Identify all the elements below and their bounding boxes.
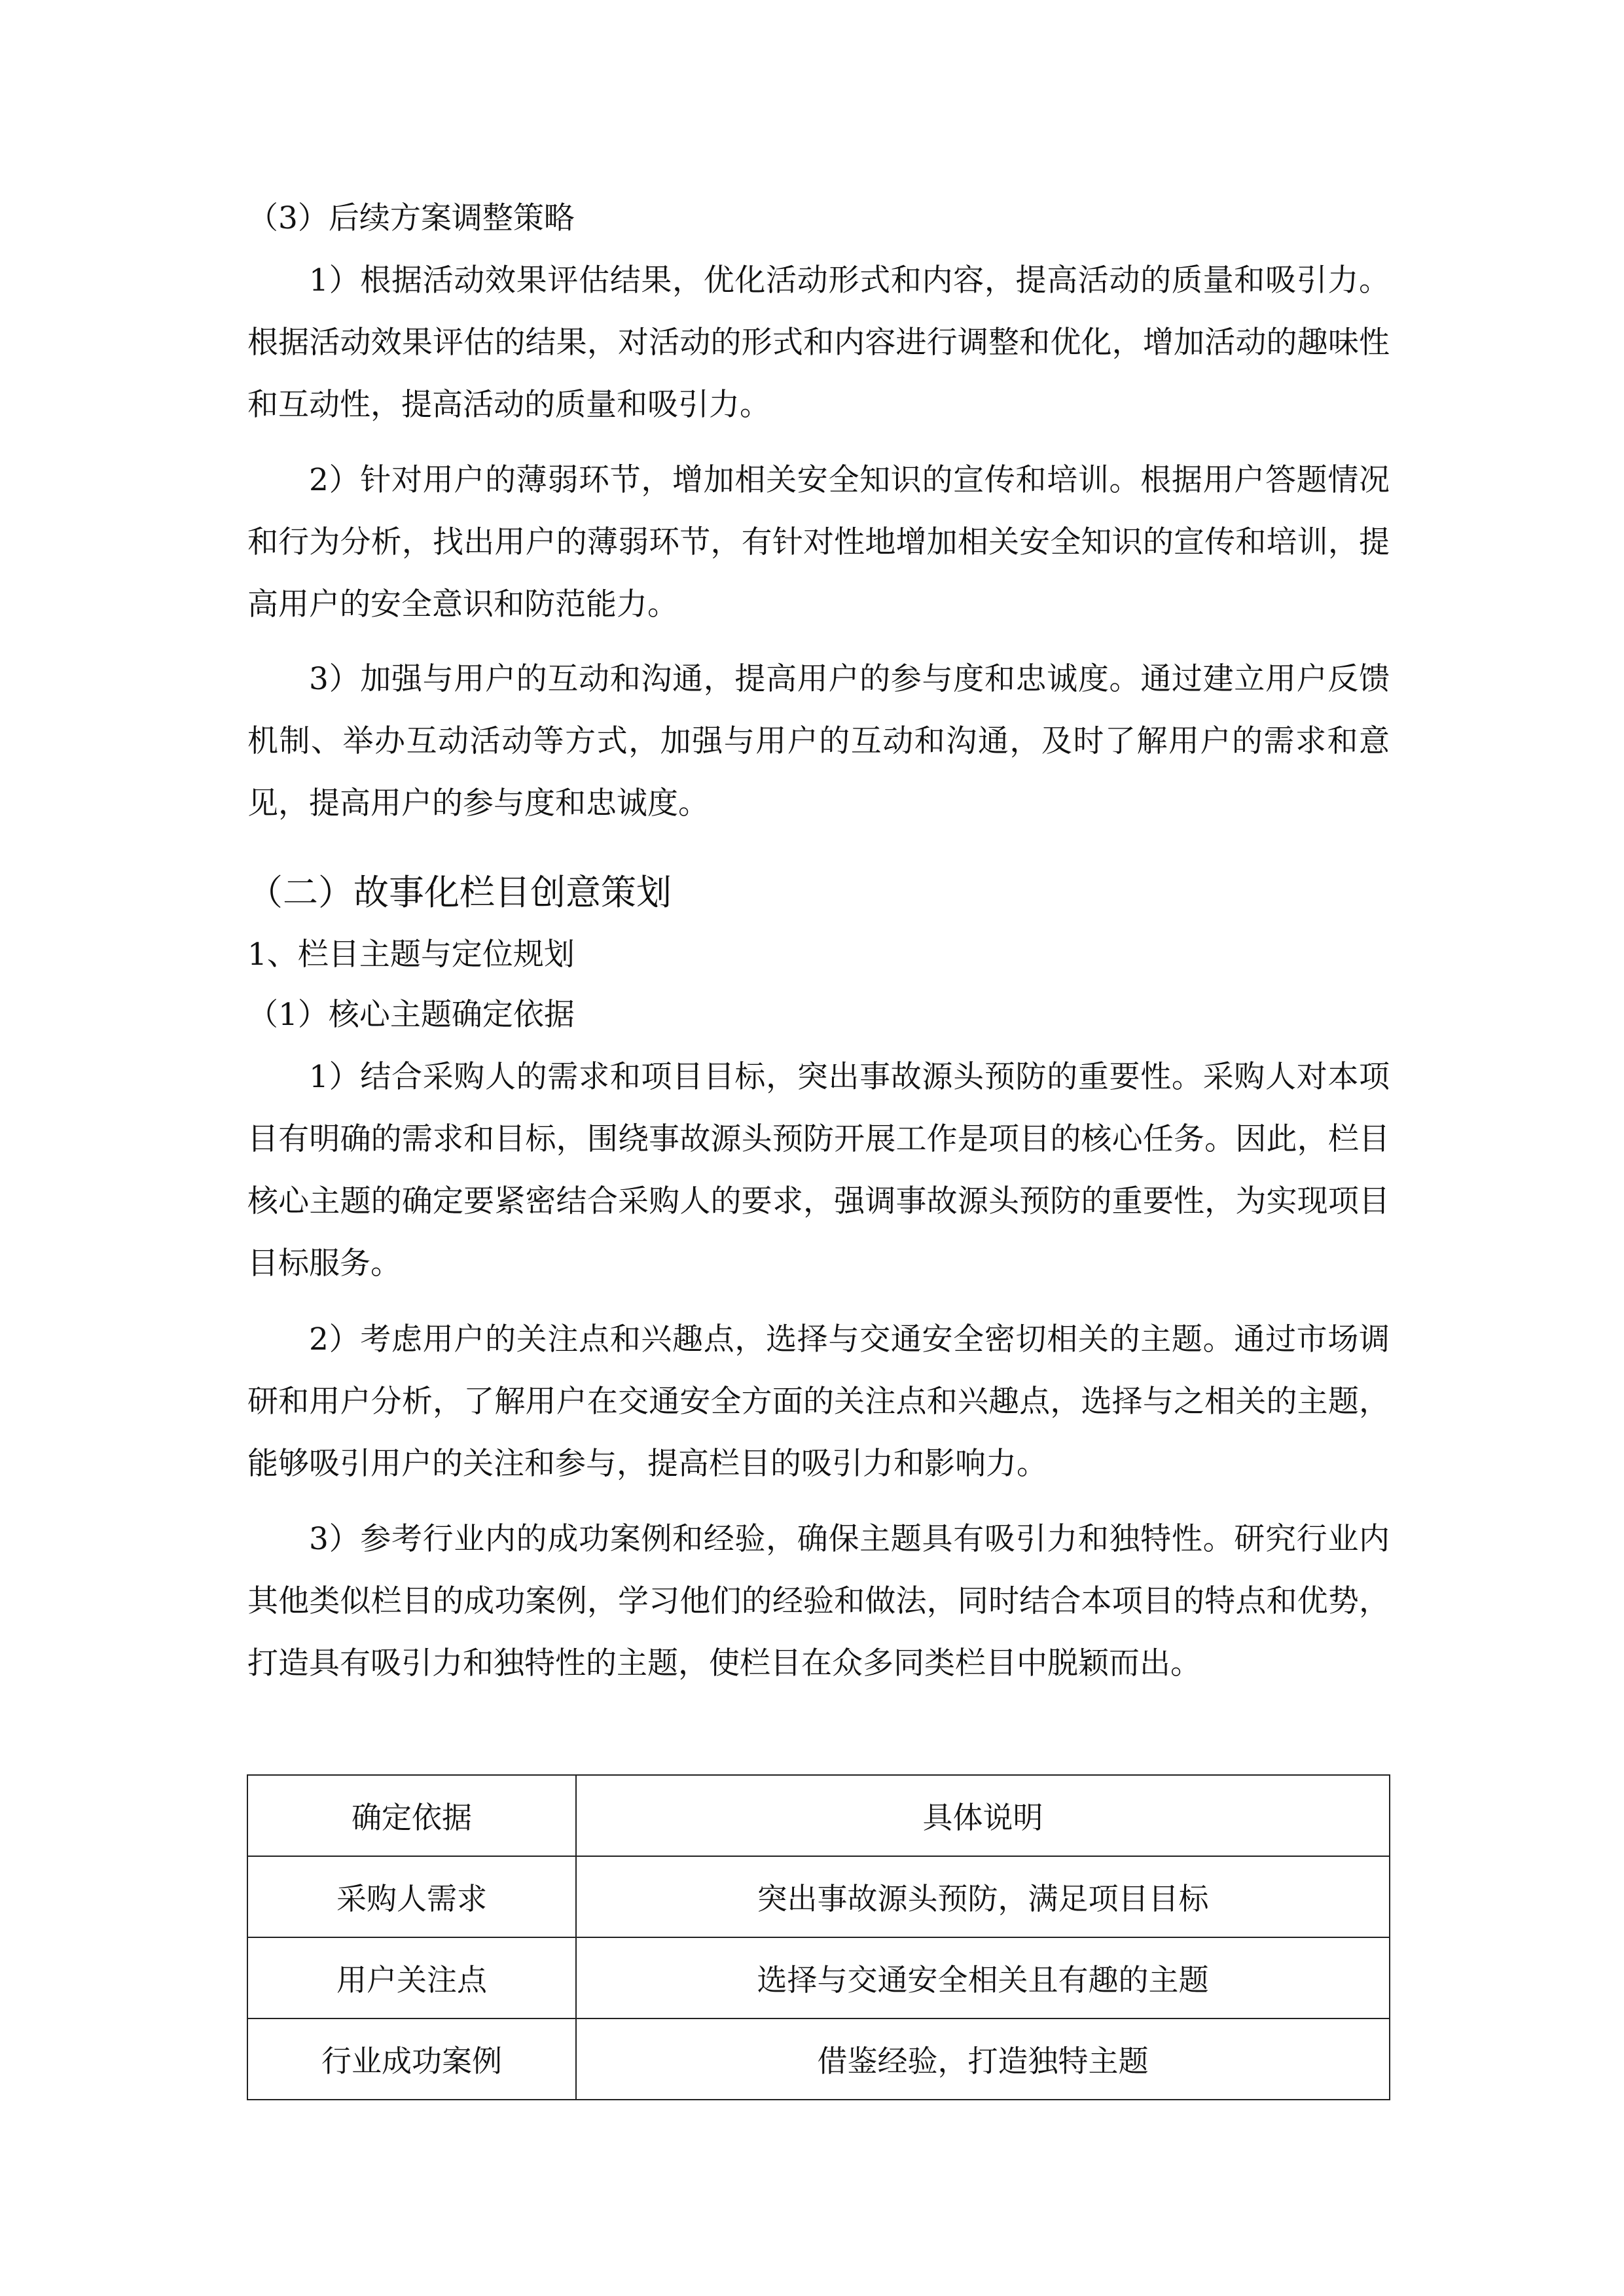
- basis-table: [247, 1774, 1390, 2100]
- table-row: [247, 1937, 1390, 2018]
- table-cell: 借鉴经验，打造独特主题: [576, 2018, 1390, 2100]
- section-heading: （二）故事化栏目创意策划: [247, 872, 672, 913]
- table-header-cell: 具体说明: [576, 1775, 1390, 1856]
- table-cell: 采购人需求: [247, 1856, 576, 1937]
- table-header-row: [247, 1775, 1390, 1856]
- table-header-cell: 确定依据: [247, 1775, 576, 1856]
- table-row: [247, 1856, 1390, 1937]
- paragraph: 3）参考行业内的成功案例和经验，确保主题具有吸引力和独特性。研究行业内其他类似栏目的成功案例，学习他们的经验和做法，同时结合本项目的特点和优势，打造具有吸引力和独特性的主题，使栏目在众多同类栏目中脱颖而出。: [247, 1521, 1390, 1681]
- subsection-heading: （1）核心主题确定依据: [247, 997, 575, 1033]
- subsection-heading: 1、栏目主题与定位规划: [247, 937, 575, 973]
- subsection-heading: （3）后续方案调整策略: [247, 200, 575, 236]
- paragraph: 1）根据活动效果评估结果，优化活动形式和内容，提高活动的质量和吸引力。根据活动效果评估的结果，对活动的形式和内容进行调整和优化，增加活动的趣味性和互动性，提高活动的质量和吸引力。: [247, 262, 1390, 423]
- paragraph: 2）针对用户的薄弱环节，增加相关安全知识的宣传和培训。根据用户答题情况和行为分析，找出用户的薄弱环节，有针对性地增加相关安全知识的宣传和培训，提高用户的安全意识和防范能力。: [247, 462, 1390, 622]
- table-cell: 行业成功案例: [247, 2018, 576, 2100]
- paragraph: 2）考虑用户的关注点和兴趣点，选择与交通安全密切相关的主题。通过市场调研和用户分析，了解用户在交通安全方面的关注点和兴趣点，选择与之相关的主题，能够吸引用户的关注和参与，提高栏目的吸引力和影响力。: [247, 1321, 1390, 1482]
- table-cell: 突出事故源头预防，满足项目目标: [576, 1856, 1390, 1937]
- table-cell: 选择与交通安全相关且有趣的主题: [576, 1937, 1390, 2018]
- table-cell: 用户关注点: [247, 1937, 576, 2018]
- paragraph: 3）加强与用户的互动和沟通，提高用户的参与度和忠诚度。通过建立用户反馈机制、举办互动活动等方式，加强与用户的互动和沟通，及时了解用户的需求和意见，提高用户的参与度和忠诚度。: [247, 661, 1390, 821]
- table-row: [247, 2018, 1390, 2100]
- paragraph: 1）结合采购人的需求和项目目标，突出事故源头预防的重要性。采购人对本项目有明确的需求和目标，围绕事故源头预防开展工作是项目的核心任务。因此，栏目核心主题的确定要紧密结合采购人的要求，强调事故源头预防的重要性，为实现项目目标服务。: [247, 1059, 1390, 1282]
